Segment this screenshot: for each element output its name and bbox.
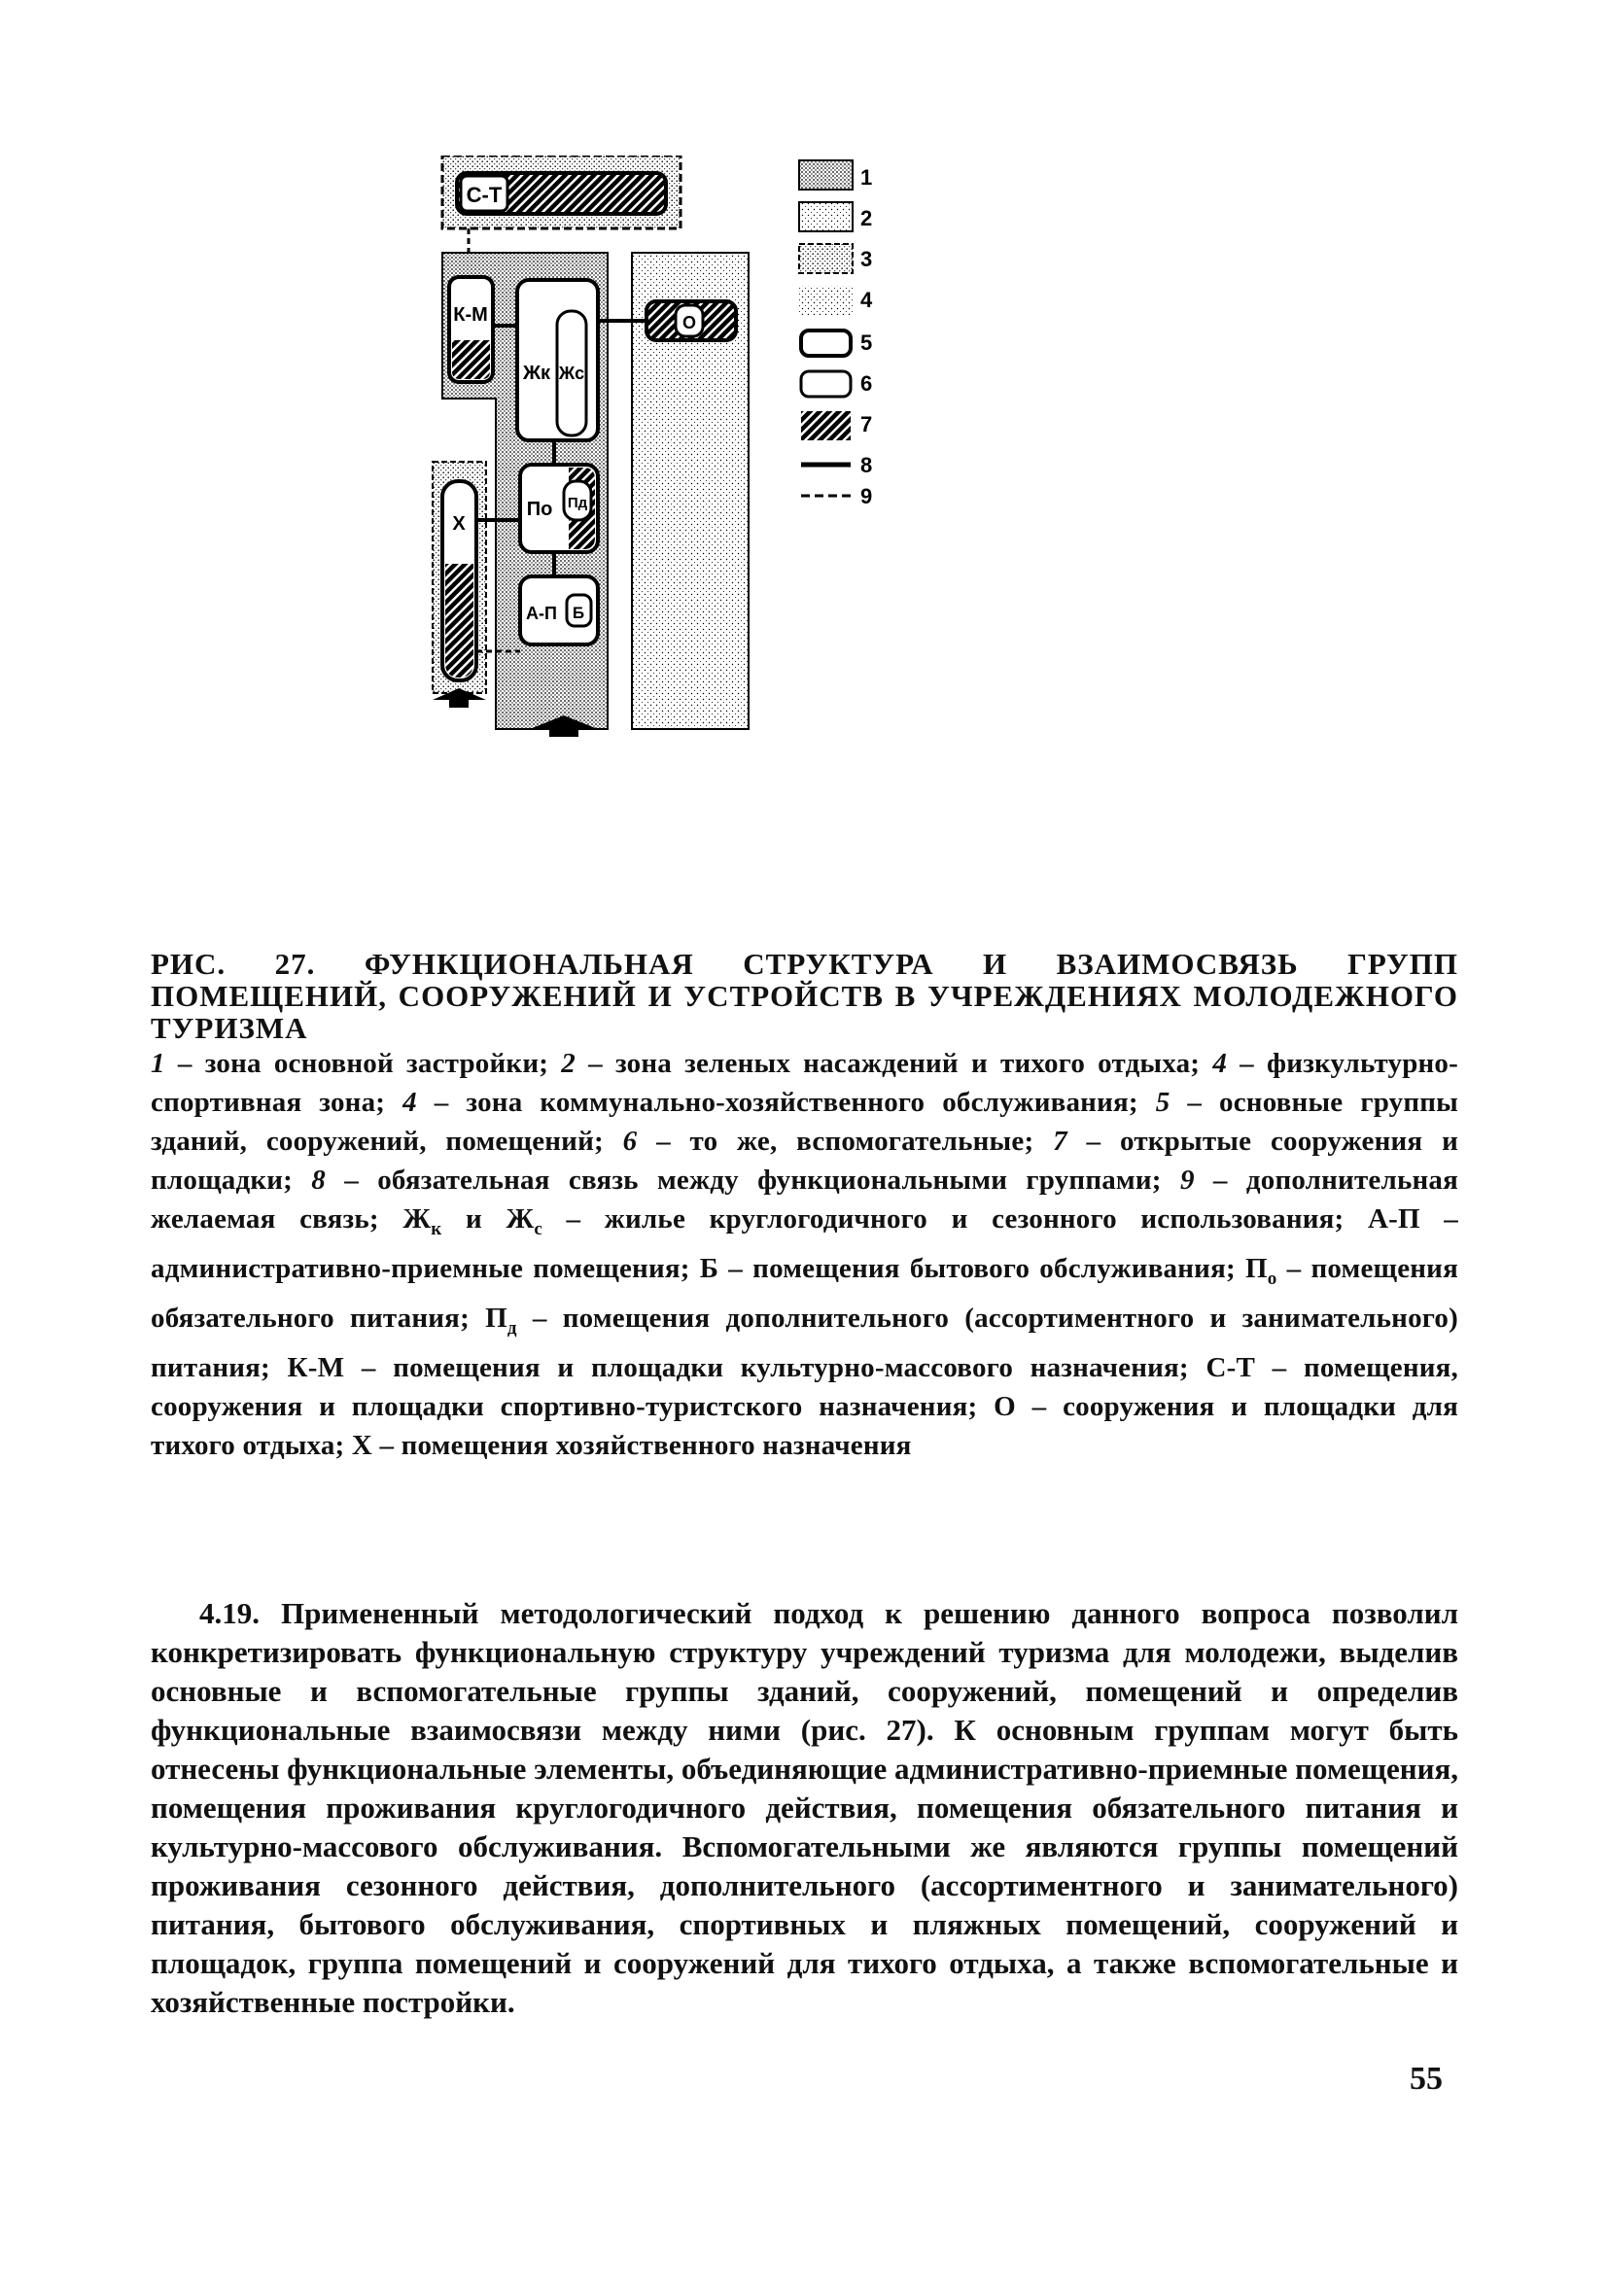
label-kh: Х <box>452 513 466 535</box>
paragraph-number: 4.19. <box>199 1596 260 1630</box>
label-o: О <box>681 313 697 332</box>
caption-legend: 1 – зона основной застройки; 2 – зона зеленых насаждений и тихого отдыха; 4 – физкультурно-спортивная зона; 4 – зона коммунально-хозяйственного обслуживания; 5 – основные группы зданий, сооружений, помещений; 6 – то же, вспомогательные; 7 – открытые сооружения и площадки; 8 – обязательная связь между функциональными группами; 9 – дополнительная желаемая связь; $Ж_к$ и $Ж_с$ – жилье круглогодичного и сезонного использования; А-П – административно-приемные помещения; Б – помещения бытового обслуживания; $П_о$ – помещения обязательного питания; $П_д$ – помещения дополнительного (ассортиментного и занимательного) питания; К-М – помещения и площадки культурно-массового назначения; С-Т – помещения, сооружения и площадки спортивно-туристского назначения; О – сооружения и площадки для тихого отдыха; Х – помещения хозяйственного назначения <box>151 1048 1458 1461</box>
svg-text:1: 1 <box>860 165 873 190</box>
legend <box>799 160 873 508</box>
svg-text:3: 3 <box>860 247 873 271</box>
label-ap: А-П <box>526 604 557 623</box>
svg-text:9: 9 <box>860 484 873 508</box>
label-b: Б <box>572 604 585 622</box>
label-zhs: Жс <box>558 364 585 383</box>
body-paragraph <box>151 1594 1458 2022</box>
caption-title: РИС. 27. ФУНКЦИОНАЛЬНАЯ СТРУКТУРА И ВЗАИМОСВЯЗЬ ГРУПП ПОМЕЩЕНИЙ, СООРУЖЕНИЙ И УСТРОЙСТВ В УЧРЕЖДЕНИЯХ МОЛОДЕЖНОГО ТУРИЗМА <box>151 947 1458 1045</box>
label-po: По <box>526 499 553 520</box>
label-zhk: Жк <box>522 363 551 384</box>
functional-structure-diagram <box>428 156 1128 855</box>
svg-text:4: 4 <box>860 288 873 312</box>
svg-text:7: 7 <box>860 412 873 436</box>
label-pd: Пд <box>567 495 588 511</box>
svg-text:2: 2 <box>860 206 873 230</box>
figure-caption <box>151 948 1458 1465</box>
label-km: К-М <box>453 304 488 326</box>
label-st: С-Т <box>466 183 503 207</box>
svg-text:5: 5 <box>860 330 873 355</box>
svg-text:6: 6 <box>860 371 873 396</box>
page-number: 55 <box>1410 2061 1443 2097</box>
paragraph-text: Примененный методологический подход к решению данного вопроса позволил конкретизировать функциональную структуру учреждений туризма для молодежи, выделив основные и вспомогательные группы зданий, сооружений, помещений и определив функциональные взаимосвязи между ними (рис. 27). К основным группам могут быть отнесены функциональные элементы, объединяющие административно-приемные помещения, помещения проживания круглогодичного действия, помещения обязательного питания и культурно-массового обслуживания. Вспомогательными же являются группы помещений проживания сезонного действия, дополнительного (ассортиментного и занимательного) питания, бытового обслуживания, спортивных и пляжных помещений, сооружений и площадок, группа помещений и сооружений для тихого отдыха, а также вспомогательные и хозяйственные постройки. <box>151 1596 1458 2019</box>
svg-text:8: 8 <box>860 453 873 477</box>
